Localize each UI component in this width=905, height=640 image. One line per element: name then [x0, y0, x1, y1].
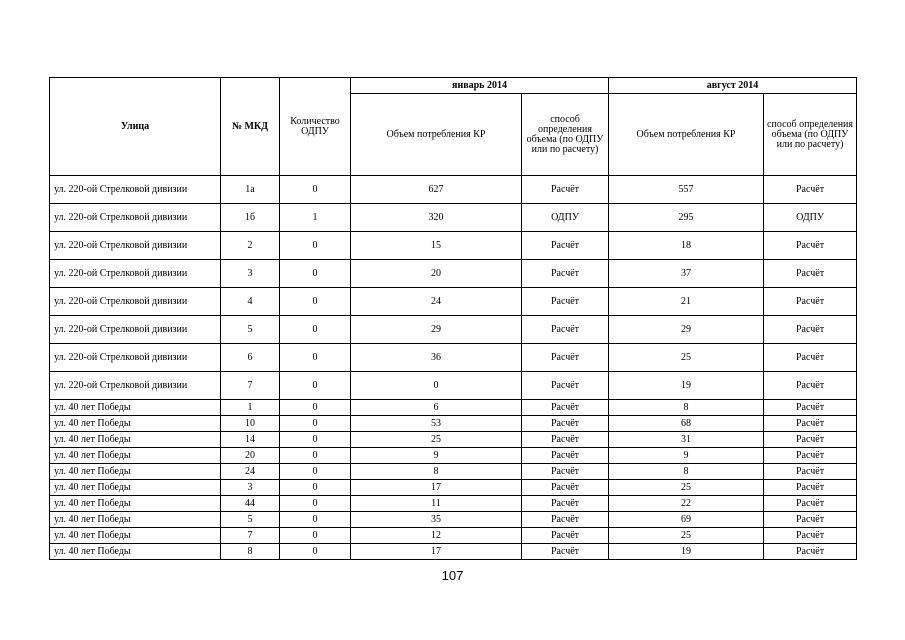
table-body [50, 176, 857, 560]
cell-january-method: Расчёт [522, 496, 609, 512]
cell-mkd: 20 [221, 448, 280, 464]
table-row [50, 204, 857, 232]
cell-street: ул. 40 лет Победы [50, 528, 221, 544]
table-row [50, 464, 857, 480]
cell-mkd: 3 [221, 260, 280, 288]
cell-street: ул. 40 лет Победы [50, 464, 221, 480]
cell-odpu-count: 0 [280, 496, 351, 512]
cell-street: ул. 40 лет Победы [50, 448, 221, 464]
header-august-volume: Объем потребления КР [609, 94, 764, 176]
table-row [50, 344, 857, 372]
cell-street: ул. 40 лет Победы [50, 512, 221, 528]
cell-odpu-count: 0 [280, 544, 351, 560]
cell-january-method: Расчёт [522, 344, 609, 372]
cell-august-volume: 8 [609, 464, 764, 480]
cell-odpu-count: 0 [280, 260, 351, 288]
header-mkd: № МКД [221, 78, 280, 176]
cell-january-volume: 53 [351, 416, 522, 432]
cell-january-volume: 9 [351, 448, 522, 464]
cell-august-volume: 25 [609, 344, 764, 372]
table-row [50, 496, 857, 512]
table-header [50, 78, 857, 176]
cell-august-volume: 295 [609, 204, 764, 232]
cell-street: ул. 220-ой Стрелковой дивизии [50, 176, 221, 204]
cell-august-method: ОДПУ [764, 204, 857, 232]
cell-street: ул. 40 лет Победы [50, 480, 221, 496]
cell-odpu-count: 0 [280, 344, 351, 372]
cell-odpu-count: 1 [280, 204, 351, 232]
cell-mkd: 10 [221, 416, 280, 432]
cell-street: ул. 40 лет Победы [50, 416, 221, 432]
cell-odpu-count: 0 [280, 480, 351, 496]
cell-odpu-count: 0 [280, 176, 351, 204]
consumption-table [49, 77, 857, 560]
cell-street: ул. 40 лет Победы [50, 400, 221, 416]
cell-august-method: Расчёт [764, 432, 857, 448]
table-row [50, 480, 857, 496]
page-number: 107 [441, 568, 464, 583]
cell-odpu-count: 0 [280, 416, 351, 432]
cell-mkd: 7 [221, 372, 280, 400]
cell-mkd: 7 [221, 528, 280, 544]
header-january-method-text: способ определения объема (по ОДПУ или по расчету) [526, 113, 604, 155]
header-street: Улица [50, 78, 221, 176]
cell-august-method: Расчёт [764, 288, 857, 316]
cell-january-volume: 25 [351, 432, 522, 448]
cell-street: ул. 220-ой Стрелковой дивизии [50, 204, 221, 232]
cell-mkd: 5 [221, 316, 280, 344]
cell-january-volume: 17 [351, 480, 522, 496]
cell-august-method: Расчёт [764, 496, 857, 512]
table-row [50, 448, 857, 464]
cell-august-method: Расчёт [764, 528, 857, 544]
cell-odpu-count: 0 [280, 232, 351, 260]
table-row [50, 176, 857, 204]
cell-street: ул. 220-ой Стрелковой дивизии [50, 232, 221, 260]
header-january-volume: Объем потребления КР [351, 94, 522, 176]
cell-january-volume: 15 [351, 232, 522, 260]
cell-january-method: Расчёт [522, 480, 609, 496]
cell-august-volume: 31 [609, 432, 764, 448]
cell-august-method: Расчёт [764, 232, 857, 260]
cell-january-volume: 627 [351, 176, 522, 204]
cell-august-volume: 68 [609, 416, 764, 432]
cell-odpu-count: 0 [280, 400, 351, 416]
cell-august-method: Расчёт [764, 400, 857, 416]
cell-mkd: 2 [221, 232, 280, 260]
header-january-method [522, 94, 609, 176]
table-row [50, 528, 857, 544]
cell-january-volume: 29 [351, 316, 522, 344]
cell-odpu-count: 0 [280, 432, 351, 448]
cell-january-method: Расчёт [522, 316, 609, 344]
cell-august-method: Расчёт [764, 372, 857, 400]
cell-august-volume: 18 [609, 232, 764, 260]
cell-august-method: Расчёт [764, 344, 857, 372]
cell-january-volume: 35 [351, 512, 522, 528]
cell-august-method: Расчёт [764, 260, 857, 288]
cell-january-method: Расчёт [522, 400, 609, 416]
cell-january-method: Расчёт [522, 448, 609, 464]
cell-january-method: Расчёт [522, 372, 609, 400]
cell-mkd: 1а [221, 176, 280, 204]
cell-january-method: Расчёт [522, 260, 609, 288]
cell-mkd: 14 [221, 432, 280, 448]
header-odpu-count: Количество ОДПУ [280, 78, 351, 176]
cell-january-method: Расчёт [522, 432, 609, 448]
cell-january-volume: 24 [351, 288, 522, 316]
cell-august-volume: 25 [609, 528, 764, 544]
cell-january-volume: 0 [351, 372, 522, 400]
cell-mkd: 1б [221, 204, 280, 232]
cell-august-volume: 9 [609, 448, 764, 464]
cell-august-volume: 21 [609, 288, 764, 316]
cell-january-volume: 6 [351, 400, 522, 416]
header-august-method-text: способ определения объема (по ОДПУ или по расчету) [767, 118, 854, 150]
cell-mkd: 8 [221, 544, 280, 560]
cell-mkd: 4 [221, 288, 280, 316]
cell-mkd: 6 [221, 344, 280, 372]
table-row [50, 232, 857, 260]
cell-street: ул. 220-ой Стрелковой дивизии [50, 260, 221, 288]
cell-street: ул. 40 лет Победы [50, 432, 221, 448]
cell-street: ул. 40 лет Победы [50, 496, 221, 512]
cell-january-method: Расчёт [522, 232, 609, 260]
cell-august-method: Расчёт [764, 544, 857, 560]
cell-january-volume: 20 [351, 260, 522, 288]
cell-january-volume: 320 [351, 204, 522, 232]
cell-mkd: 1 [221, 400, 280, 416]
cell-january-method: Расчёт [522, 544, 609, 560]
table-row [50, 316, 857, 344]
table-row [50, 544, 857, 560]
table-row [50, 512, 857, 528]
cell-january-volume: 17 [351, 544, 522, 560]
cell-january-method: Расчёт [522, 528, 609, 544]
cell-odpu-count: 0 [280, 288, 351, 316]
cell-odpu-count: 0 [280, 448, 351, 464]
cell-august-volume: 37 [609, 260, 764, 288]
cell-august-volume: 69 [609, 512, 764, 528]
cell-odpu-count: 0 [280, 372, 351, 400]
cell-august-volume: 25 [609, 480, 764, 496]
cell-august-method: Расчёт [764, 464, 857, 480]
cell-august-method: Расчёт [764, 448, 857, 464]
cell-january-volume: 12 [351, 528, 522, 544]
cell-mkd: 44 [221, 496, 280, 512]
cell-mkd: 3 [221, 480, 280, 496]
table-row [50, 372, 857, 400]
header-august-method [764, 94, 857, 176]
consumption-table-container [49, 77, 856, 560]
cell-january-volume: 11 [351, 496, 522, 512]
table-row [50, 260, 857, 288]
cell-january-method: Расчёт [522, 464, 609, 480]
cell-january-method: Расчёт [522, 416, 609, 432]
header-period-august: август 2014 [609, 78, 857, 94]
cell-street: ул. 220-ой Стрелковой дивизии [50, 344, 221, 372]
cell-january-method: Расчёт [522, 288, 609, 316]
cell-august-volume: 8 [609, 400, 764, 416]
cell-mkd: 24 [221, 464, 280, 480]
cell-august-volume: 19 [609, 372, 764, 400]
cell-august-volume: 19 [609, 544, 764, 560]
table-row [50, 416, 857, 432]
cell-august-volume: 557 [609, 176, 764, 204]
table-row [50, 288, 857, 316]
cell-january-method: Расчёт [522, 176, 609, 204]
cell-street: ул. 220-ой Стрелковой дивизии [50, 372, 221, 400]
cell-august-method: Расчёт [764, 176, 857, 204]
cell-street: ул. 220-ой Стрелковой дивизии [50, 288, 221, 316]
table-row [50, 432, 857, 448]
cell-august-method: Расчёт [764, 316, 857, 344]
cell-street: ул. 220-ой Стрелковой дивизии [50, 316, 221, 344]
cell-street: ул. 40 лет Победы [50, 544, 221, 560]
cell-august-method: Расчёт [764, 512, 857, 528]
cell-january-volume: 36 [351, 344, 522, 372]
header-period-january: январь 2014 [351, 78, 609, 94]
cell-january-volume: 8 [351, 464, 522, 480]
table-row [50, 400, 857, 416]
cell-odpu-count: 0 [280, 464, 351, 480]
cell-august-method: Расчёт [764, 480, 857, 496]
cell-odpu-count: 0 [280, 512, 351, 528]
cell-january-method: Расчёт [522, 512, 609, 528]
cell-january-method: ОДПУ [522, 204, 609, 232]
cell-august-volume: 22 [609, 496, 764, 512]
cell-august-volume: 29 [609, 316, 764, 344]
cell-august-method: Расчёт [764, 416, 857, 432]
cell-odpu-count: 0 [280, 528, 351, 544]
cell-odpu-count: 0 [280, 316, 351, 344]
cell-mkd: 5 [221, 512, 280, 528]
